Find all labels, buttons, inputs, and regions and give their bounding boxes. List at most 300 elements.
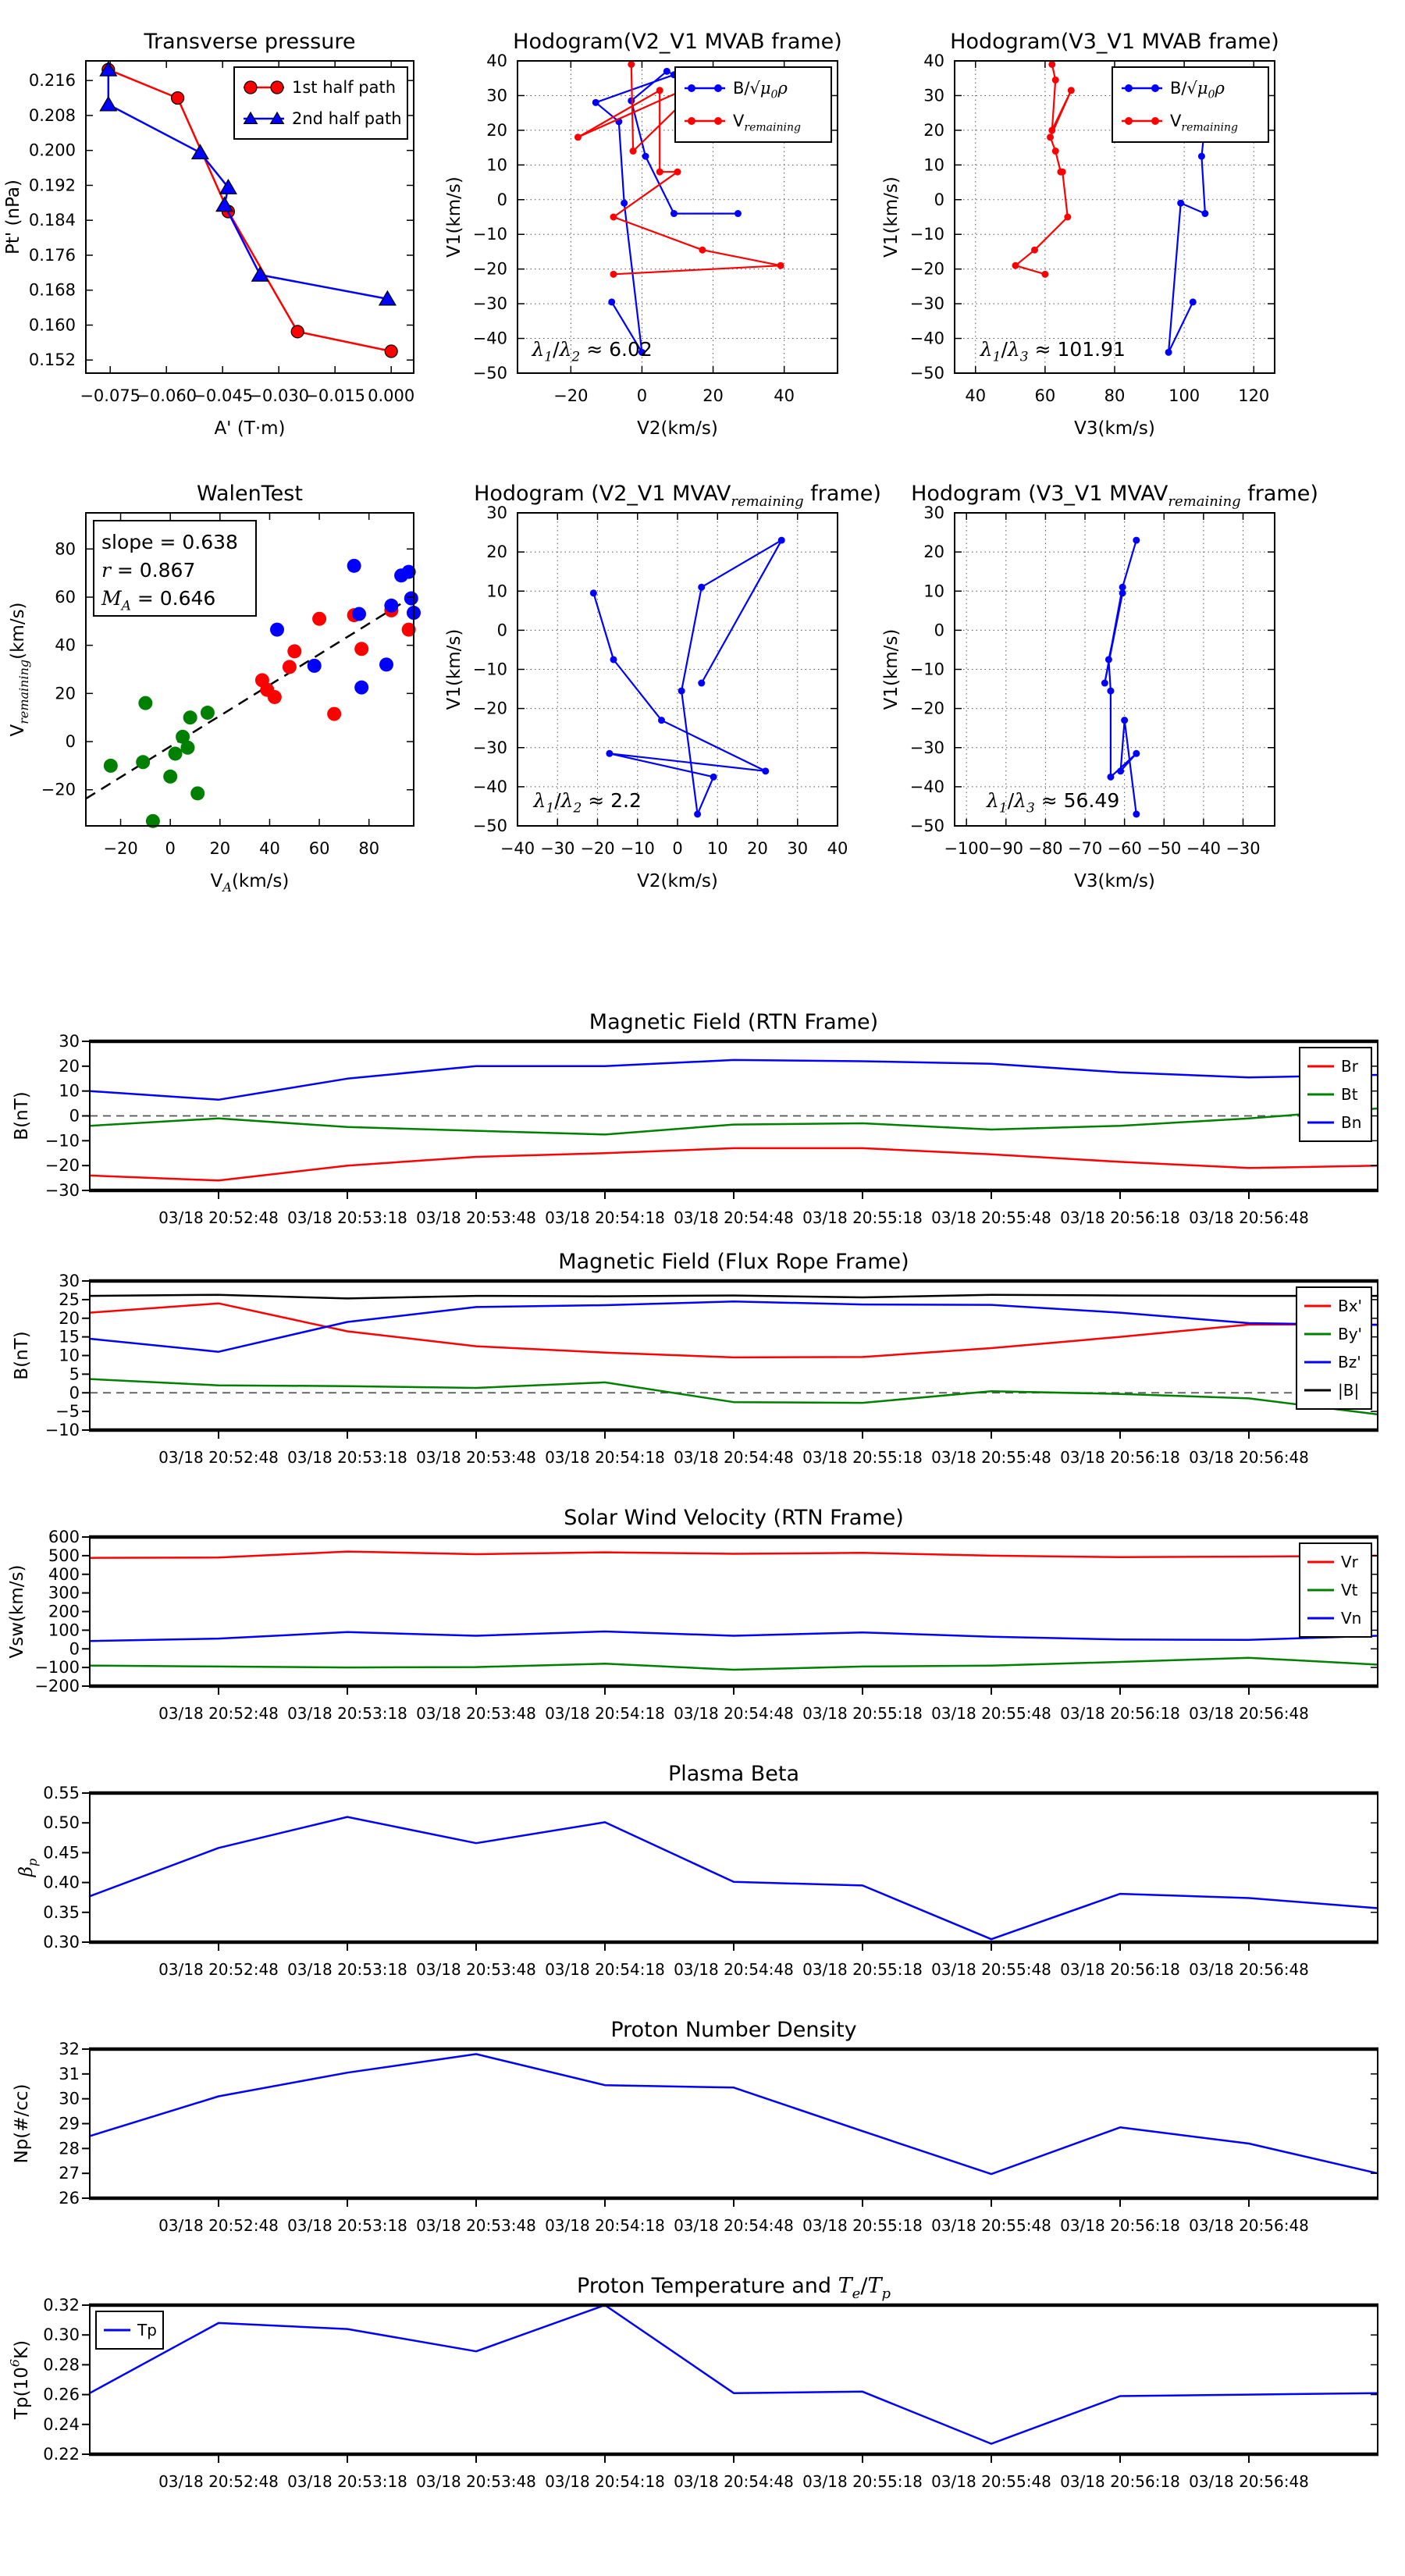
y-tick-label: −20 [41,780,76,799]
legend [675,67,831,142]
x-tick-label: 03/18 20:54:48 [674,1704,794,1723]
point-marker [1012,262,1019,269]
legend-label: Tp [137,2321,157,2339]
x-tick-label: 03/18 20:52:48 [158,1960,279,1979]
x-tick-label: 03/18 20:52:48 [158,1448,279,1467]
y-tick-label: −10 [472,225,507,244]
y-tick-label: 40 [923,52,944,70]
point-marker [592,99,599,106]
point-marker [658,717,665,724]
point-marker [354,642,368,656]
x-tick-label: −50 [1147,839,1182,858]
x-tick-label: 40 [965,386,987,405]
legend-label: 2nd half path [292,109,402,128]
y-tick-label: 30 [486,86,507,105]
point-marker [678,688,685,695]
x-tick-label: 03/18 20:53:48 [416,1960,536,1979]
point-marker [312,612,326,626]
x-tick-label: −0.030 [248,386,310,405]
x-tick-label: 03/18 20:56:48 [1189,1208,1309,1227]
x-tick-label: −40 [500,839,535,858]
x-tick-label: 03/18 20:55:48 [931,1448,1051,1467]
point-marker [1031,247,1038,254]
point-marker [136,755,150,769]
y-tick-label: −200 [34,1677,80,1695]
point-marker [1133,810,1140,817]
y-tick-label: 30 [59,2089,80,2108]
y-tick-label: 0.176 [28,245,76,265]
y-tick-label: 0 [496,190,507,209]
stats-line: $M_A = 0.646$ [101,587,216,614]
y-tick-label: 300 [48,1583,80,1603]
x-tick-label: 03/18 20:56:18 [1060,1208,1180,1227]
y-axis-label: Pt' (nPa) [3,180,23,254]
y-tick-label: −20 [44,1156,80,1176]
legend-label: Br [1341,1057,1358,1076]
x-tick-label: −70 [1067,839,1103,858]
point-marker [1064,214,1071,221]
x-axis-label: A' (T·m) [214,418,286,439]
x-tick-label: 03/18 20:53:18 [287,1704,407,1723]
y-tick-label: −20 [472,259,507,279]
point-marker [270,623,284,637]
point-marker [1107,688,1114,695]
point-marker [663,68,670,75]
x-tick-label: 03/18 20:52:48 [158,2472,279,2491]
y-tick-label: −30 [472,738,507,757]
y-tick-label: 10 [923,582,944,601]
point-marker [656,169,663,176]
y-tick-label: −20 [472,699,507,718]
legend-label: Vt [1341,1581,1358,1599]
legend [96,2311,163,2349]
y-tick-label: −10 [909,225,944,244]
legend-label: Bt [1341,1085,1358,1104]
point-marker [1151,84,1159,92]
x-tick-label: 03/18 20:56:48 [1189,2472,1309,2491]
legend-label: $V_{remaining}$ [733,112,801,134]
legend [1112,67,1268,142]
y-tick-label: 31 [59,2064,80,2083]
y-axis-label: B(nT) [12,1331,32,1380]
legend-label: 1st half path [292,78,397,97]
point-marker [610,271,617,278]
lambda-ratio-annotation: $\lambda_1/\lambda_3 \approx 56.49$ [987,788,1120,817]
point-marker [291,326,304,338]
y-tick-label: 80 [55,539,76,559]
point-marker [190,786,205,800]
point-marker [574,133,582,141]
x-tick-label: −90 [988,839,1023,858]
x-tick-label: 0.000 [368,386,415,405]
x-tick-label: 03/18 20:52:48 [158,1208,279,1227]
y-axis-label: Np(#/cc) [12,2083,32,2164]
y-tick-label: 20 [923,120,944,140]
x-tick-label: 03/18 20:54:48 [674,1960,794,1979]
y-tick-label: 0.28 [43,2355,80,2375]
point-marker [777,262,784,269]
point-marker [1125,117,1133,125]
point-marker [1125,84,1133,92]
legend-label: By' [1338,1325,1363,1343]
y-tick-label: −30 [472,294,507,314]
x-tick-label: 03/18 20:55:18 [802,2472,923,2491]
x-tick-label: 03/18 20:54:18 [545,1208,665,1227]
y-tick-label: 27 [59,2164,80,2183]
y-tick-label: −30 [909,738,944,757]
legend-label: $V_{remaining}$ [1170,112,1238,134]
y-tick-label: −10 [44,1131,80,1151]
y-tick-label: −10 [472,660,507,679]
x-tick-label: 03/18 20:52:48 [158,2216,279,2235]
x-tick-label: 03/18 20:53:48 [416,1208,536,1227]
x-tick-label: 40 [827,839,848,858]
x-tick-label: −0.075 [80,386,141,405]
point-marker [735,210,742,217]
point-marker [271,81,283,94]
x-tick-label: 100 [1168,386,1200,405]
x-tick-label: −80 [1028,839,1063,858]
x-tick-label: 03/18 20:54:48 [674,1448,794,1467]
point-marker [762,767,769,774]
y-tick-label: 0.50 [43,1813,80,1833]
x-tick-label: 03/18 20:54:18 [545,2216,665,2235]
x-tick-label: 10 [706,839,728,858]
x-tick-label: 30 [787,839,809,858]
x-tick-label: 03/18 20:54:18 [545,1704,665,1723]
x-tick-label: −20 [580,839,615,858]
x-axis-label: $V_A(km/s)$ [210,871,290,895]
point-marker [180,741,194,755]
x-tick-label: 03/18 20:53:18 [287,1448,407,1467]
point-marker [138,696,152,710]
point-marker [1107,774,1114,781]
point-marker [590,589,597,596]
y-tick-label: 20 [486,120,507,140]
point-marker [1133,750,1140,757]
chart-title: Hodogram(V3_V1 MVAB frame) [950,30,1279,54]
point-marker [699,247,706,254]
stats-box [94,521,256,616]
point-marker [610,656,617,663]
point-marker [347,559,361,573]
point-marker [1117,767,1124,774]
point-marker [104,759,118,773]
y-tick-label: 0.208 [28,105,76,125]
point-marker [308,659,322,673]
point-marker [1119,589,1126,596]
x-tick-label: 03/18 20:55:18 [802,1208,923,1227]
y-tick-label: 28 [59,2139,80,2158]
x-tick-label: 03/18 20:55:48 [931,2472,1051,2491]
y-tick-label: 10 [59,1346,80,1365]
y-tick-label: 0.40 [43,1873,80,1892]
x-tick-label: 03/18 20:54:48 [674,2472,794,2491]
point-marker [183,710,197,724]
legend [1297,1287,1371,1409]
legend-label: Vn [1341,1609,1362,1628]
y-tick-label: −5 [55,1402,80,1421]
x-tick-label: 03/18 20:54:48 [674,2216,794,2235]
x-tick-label: −20 [553,386,589,405]
point-marker [404,592,418,606]
x-tick-label: 0 [165,839,176,858]
y-tick-label: 30 [923,86,944,105]
stats-line: r = 0.867 [101,559,196,582]
y-tick-label: 30 [486,503,507,522]
x-tick-label: 03/18 20:53:48 [416,2216,536,2235]
y-tick-label: 20 [55,684,76,703]
x-tick-label: −10 [620,839,655,858]
y-axis-label: $V_{remaining}(km/s)$ [8,602,31,737]
point-marker [172,92,184,105]
y-tick-label: 10 [59,1081,80,1101]
y-tick-label: 600 [48,1528,80,1546]
y-tick-label: 10 [486,155,507,175]
y-tick-label: 30 [59,1272,80,1290]
legend-label: $B/√\mu_0\rho$ [1170,79,1225,101]
x-tick-label: 03/18 20:54:18 [545,2472,665,2491]
y-axis-label: $\beta_p$ [16,1858,40,1877]
x-tick-label: 03/18 20:56:48 [1189,2216,1309,2235]
x-tick-label: 03/18 20:55:18 [802,1960,923,1979]
y-tick-label: 0.35 [43,1902,80,1922]
y-tick-label: 0 [65,732,76,752]
x-tick-label: 03/18 20:53:18 [287,2472,407,2491]
x-tick-label: 03/18 20:54:18 [545,1960,665,1979]
y-tick-label: 10 [486,582,507,601]
y-tick-label: 0.30 [43,1933,80,1952]
y-tick-label: 0 [69,1383,80,1403]
x-tick-label: 03/18 20:56:48 [1189,1448,1309,1467]
point-marker [1068,87,1075,94]
y-tick-label: 0 [69,1639,80,1659]
point-marker [1198,153,1205,160]
y-tick-label: 30 [923,503,944,522]
x-tick-label: −100 [944,839,990,858]
y-tick-label: −10 [44,1421,80,1439]
point-marker [698,584,705,591]
y-tick-label: 10 [923,155,944,175]
point-marker [698,680,705,687]
y-tick-label: −100 [34,1658,80,1678]
x-tick-label: −40 [1186,839,1222,858]
x-tick-label: 03/18 20:53:48 [416,1448,536,1467]
point-marker [628,61,635,68]
x-tick-label: 03/18 20:56:48 [1189,1704,1309,1723]
y-tick-label: −10 [909,660,944,679]
x-tick-label: 03/18 20:53:48 [416,1704,536,1723]
y-tick-label: 20 [923,543,944,562]
y-tick-label: −40 [909,777,944,796]
chart-title: WalenTest [197,482,303,506]
y-tick-label: −50 [472,364,507,382]
y-tick-label: 40 [55,635,76,655]
x-tick-label: 03/18 20:55:48 [931,1704,1051,1723]
y-axis-label: Vsw(km/s) [7,1564,27,1659]
y-tick-label: 0.26 [43,2385,80,2404]
x-tick-label: −20 [103,839,138,858]
chart-title: Magnetic Field (Flux Rope Frame) [558,1250,909,1274]
lambda-ratio-annotation: $\lambda_1/\lambda_2 \approx 2.2$ [533,788,642,817]
point-marker [688,84,695,92]
x-tick-label: 03/18 20:53:18 [287,2216,407,2235]
x-tick-label: −0.045 [192,386,254,405]
y-tick-label: 0.55 [43,1784,80,1802]
point-marker [1121,717,1128,724]
y-tick-label: 0.30 [43,2325,80,2345]
x-axis-label: V2(km/s) [637,418,718,439]
point-marker [1052,148,1059,155]
point-marker [710,774,717,781]
y-tick-label: 0 [69,1106,80,1126]
point-marker [201,706,215,720]
point-marker [169,746,183,760]
chart-title: Solar Wind Velocity (RTN Frame) [564,1506,904,1530]
x-tick-label: 03/18 20:56:18 [1060,2216,1180,2235]
x-tick-label: 20 [747,839,768,858]
x-tick-label: 03/18 20:54:48 [674,1208,794,1227]
point-marker [1151,117,1159,125]
x-tick-label: 03/18 20:55:18 [802,2216,923,2235]
y-tick-label: 0.200 [28,141,76,160]
y-tick-label: 60 [55,587,76,607]
x-tick-label: 120 [1238,386,1270,405]
point-marker [1165,349,1172,356]
y-tick-label: 25 [59,1290,80,1309]
legend-label: Vr [1341,1553,1358,1571]
lambda-ratio-annotation: $\lambda_1/\lambda_3 \approx 101.91$ [980,338,1126,365]
legend [1300,1048,1371,1141]
chart-title: Plasma Beta [667,1762,800,1786]
point-marker [327,707,341,721]
stats-line: slope = 0.638 [101,531,238,553]
point-marker [1048,61,1055,68]
x-tick-label: 03/18 20:55:48 [931,2216,1051,2235]
x-tick-label: 03/18 20:53:18 [287,1960,407,1979]
y-tick-label: 0.192 [28,176,76,195]
y-tick-label: 0.168 [28,280,76,300]
lambda-ratio-annotation: $\lambda_1/\lambda_2 \approx 6.02$ [532,338,653,365]
chart-title: Proton Temperature and $T_e/T_p$ [577,2274,891,2302]
y-tick-label: 20 [486,543,507,562]
point-marker [379,657,393,671]
x-tick-label: 03/18 20:56:18 [1060,1960,1180,1979]
point-marker [610,214,617,221]
x-tick-label: −0.060 [136,386,197,405]
y-axis-label: $Tp(10^6K)$ [7,2339,32,2420]
y-tick-label: 100 [48,1621,80,1640]
y-axis-label: V1(km/s) [444,176,464,258]
x-tick-label: 03/18 20:55:48 [931,1960,1051,1979]
point-marker [1177,200,1184,207]
y-tick-label: −40 [472,777,507,796]
x-tick-label: 03/18 20:53:48 [416,2472,536,2491]
x-tick-label: 03/18 20:55:18 [802,1448,923,1467]
legend-label: Bx' [1338,1297,1363,1315]
point-marker [163,770,177,784]
y-tick-label: −20 [909,699,944,718]
x-tick-label: 60 [308,839,330,858]
legend-label: |B| [1338,1381,1360,1400]
x-axis-label: V3(km/s) [1074,871,1155,891]
point-marker [354,681,368,695]
y-tick-label: −30 [44,1181,80,1200]
x-tick-label: 40 [259,839,280,858]
x-tick-label: 0 [636,386,648,405]
y-tick-label: 0.152 [28,350,76,370]
legend [234,67,407,139]
x-tick-label: 03/18 20:56:18 [1060,1448,1180,1467]
y-tick-label: −50 [472,817,507,835]
legend-label: Bn [1341,1113,1362,1132]
point-marker [630,148,637,155]
point-marker [1201,210,1208,217]
x-axis-label: V2(km/s) [637,871,718,891]
legend-label: $B/√\mu_0\rho$ [733,79,788,101]
point-marker [778,537,785,544]
y-tick-label: 400 [48,1564,80,1584]
x-tick-label: −60 [1107,839,1142,858]
point-marker [1041,271,1048,278]
point-marker [268,690,282,704]
x-tick-label: 60 [1034,386,1056,405]
y-tick-label: 0.216 [28,71,76,91]
x-tick-label: 03/18 20:54:18 [545,1448,665,1467]
y-tick-label: −40 [472,329,507,348]
chart-title: Hodogram (V3_V1 $MVAV_{remaining}$ frame) [911,482,1318,510]
y-tick-label: 0 [934,190,944,209]
point-marker [1047,133,1054,141]
point-marker [642,153,649,160]
y-tick-label: 0 [934,621,944,640]
point-marker [1101,680,1108,687]
y-tick-label: 32 [59,2040,80,2058]
x-tick-label: 80 [358,839,380,858]
point-marker [1059,169,1066,176]
point-marker [1105,656,1112,663]
y-tick-label: 0.184 [28,211,76,230]
y-tick-label: −30 [909,294,944,314]
x-tick-label: 03/18 20:55:18 [802,1704,923,1723]
y-tick-label: 30 [59,1032,80,1051]
chart-title: Transverse pressure [144,30,356,54]
x-tick-label: 0 [672,839,683,858]
x-tick-label: 03/18 20:56:48 [1189,1960,1309,1979]
point-marker [674,169,681,176]
y-tick-label: 0.160 [28,315,76,335]
y-tick-label: 0 [496,621,507,640]
x-tick-label: −0.015 [304,386,366,405]
legend-label: Bz' [1338,1353,1361,1372]
y-axis-label: B(nT) [12,1091,32,1140]
point-marker [694,810,701,817]
x-tick-label: 20 [209,839,231,858]
x-tick-label: 03/18 20:56:18 [1060,2472,1180,2491]
point-marker [656,87,663,94]
y-tick-label: 200 [48,1602,80,1621]
x-tick-label: 03/18 20:55:48 [931,1208,1051,1227]
x-tick-label: 20 [702,386,724,405]
x-tick-label: 03/18 20:56:18 [1060,1704,1180,1723]
y-axis-label: V1(km/s) [444,628,464,710]
y-axis-label: V1(km/s) [881,628,902,710]
point-marker [714,117,722,125]
chart-title: Hodogram(V2_V1 MVAB frame) [513,30,842,54]
chart-title: Proton Number Density [610,2018,857,2042]
point-marker [714,84,722,92]
y-tick-label: 20 [59,1056,80,1076]
